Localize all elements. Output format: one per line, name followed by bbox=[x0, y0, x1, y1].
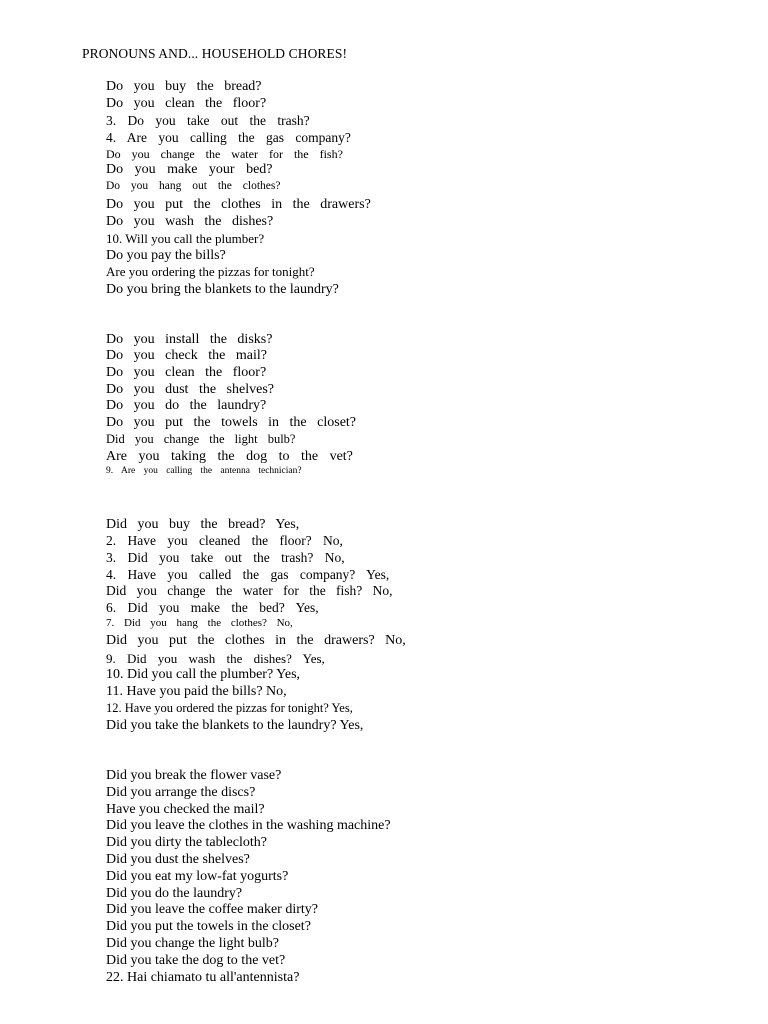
section1-line: Do you make your bed? bbox=[106, 162, 273, 177]
section1-line: 4. Are you calling the gas company? bbox=[106, 130, 351, 145]
section4-line: Did you put the towels in the closet? bbox=[106, 919, 311, 934]
section1-line: 10. Will you call the plumber? bbox=[106, 231, 265, 246]
section3-line: 6. Did you make the bed? Yes, bbox=[106, 600, 319, 615]
section4-line: Did you dirty the tablecloth? bbox=[106, 835, 267, 850]
section3-line: Did you put the clothes in the drawers? No, bbox=[106, 633, 406, 648]
section4-line: Did you arrange the discs? bbox=[106, 785, 256, 800]
section1-line: Do you buy the bread? bbox=[106, 79, 262, 94]
section1-line: Are you ordering the pizzas for tonight? bbox=[106, 264, 315, 279]
section4-line: Did you do the laundry? bbox=[106, 886, 243, 901]
section4-line: Have you checked the mail? bbox=[106, 802, 265, 817]
section1-line: Do you change the water for the fish? bbox=[106, 147, 343, 161]
section3-line: Did you change the water for the fish? No, bbox=[106, 583, 393, 598]
section3-line: 12. Have you ordered the pizzas for tonight? Yes, bbox=[106, 701, 353, 715]
section1-line: 3. Do you take out the trash? bbox=[106, 113, 310, 128]
page-title: PRONOUNS AND... HOUSEHOLD CHORES! bbox=[82, 46, 348, 61]
section2-line: Do you do the laundry? bbox=[106, 398, 267, 413]
section1-line: Do you bring the blankets to the laundry? bbox=[106, 282, 339, 297]
section3-line: Did you buy the bread? Yes, bbox=[106, 517, 300, 532]
section4-line: Did you take the dog to the vet? bbox=[106, 953, 286, 968]
section4-line: Did you dust the shelves? bbox=[106, 852, 250, 867]
section2-line: Are you taking the dog to the vet? bbox=[106, 449, 353, 464]
section1-line: Do you put the clothes in the drawers? bbox=[106, 197, 371, 212]
section2-line: 9. Are you calling the antenna technician? bbox=[106, 466, 302, 476]
section2-line: Did you change the light bulb? bbox=[106, 432, 296, 446]
section2-line: Do you dust the shelves? bbox=[106, 382, 274, 397]
section4-line: Did you change the light bulb? bbox=[106, 936, 280, 951]
section2-line: Do you clean the floor? bbox=[106, 365, 267, 380]
section1-line: Do you hang out the clothes? bbox=[106, 180, 281, 192]
section3-line: 7. Did you hang the clothes? No, bbox=[106, 617, 293, 629]
section3-line: 4. Have you called the gas company? Yes, bbox=[106, 567, 390, 582]
section2-line: Do you check the mail? bbox=[106, 348, 267, 363]
section4-line: 22. Hai chiamato tu all'antennista? bbox=[106, 970, 300, 985]
section3-line: 10. Did you call the plumber? Yes, bbox=[106, 667, 301, 682]
section4-line: Did you leave the clothes in the washing machine? bbox=[106, 818, 391, 833]
section4-line: Did you leave the coffee maker dirty? bbox=[106, 902, 318, 917]
section3-line: 2. Have you cleaned the floor? No, bbox=[106, 533, 343, 548]
section4-line: Did you eat my low-fat yogurts? bbox=[106, 869, 289, 884]
section3-line: 3. Did you take out the trash? No, bbox=[106, 550, 345, 565]
section3-line: 11. Have you paid the bills? No, bbox=[106, 684, 287, 699]
section4-line: Did you break the flower vase? bbox=[106, 768, 282, 783]
section2-line: Do you install the disks? bbox=[106, 332, 273, 347]
section1-line: Do you wash the dishes? bbox=[106, 214, 274, 229]
section1-line: Do you pay the bills? bbox=[106, 248, 226, 263]
section3-line: Did you take the blankets to the laundry? Yes, bbox=[106, 718, 364, 733]
section2-line: Do you put the towels in the closet? bbox=[106, 415, 357, 430]
section1-line: Do you clean the floor? bbox=[106, 96, 267, 111]
section3-line: 9. Did you wash the dishes? Yes, bbox=[106, 651, 325, 666]
